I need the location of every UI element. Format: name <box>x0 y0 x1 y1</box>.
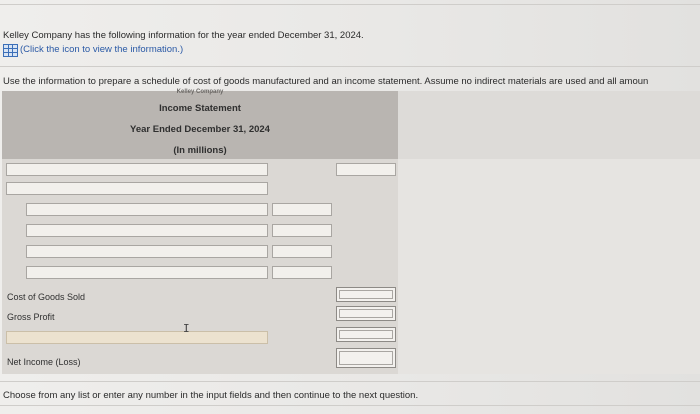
cogs-item-1-select[interactable] <box>26 203 268 216</box>
cogs-amount-input[interactable] <box>336 287 396 302</box>
statement-period: Year Ended December 31, 2024 <box>130 124 270 135</box>
footer-instructions: Choose from any list or enter any number in the input fields and then continue to the next question. <box>3 390 419 401</box>
top-divider <box>0 4 700 5</box>
statement-units: (In millions) <box>173 145 227 156</box>
expense-label-select[interactable] <box>6 331 268 344</box>
gross-profit-amount-input[interactable] <box>336 306 396 321</box>
text-cursor-icon: I <box>183 322 190 335</box>
cogs-item-2-select[interactable] <box>26 224 268 237</box>
cogs-item-4-amount[interactable] <box>272 266 332 279</box>
revenue-label-select[interactable] <box>6 163 268 176</box>
cogs-item-1-amount[interactable] <box>272 203 332 216</box>
gross-profit-label: Gross Profit <box>7 312 55 322</box>
net-income-amount-input[interactable] <box>336 348 396 368</box>
header-right-panel <box>398 91 700 159</box>
instructions-text: Use the information to prepare a schedule of cost of goods manufactured and an income statement. Assume no indirect materials are used and all amoun <box>3 76 649 87</box>
revenue-amount-input[interactable] <box>336 163 396 176</box>
cogs-item-2-amount[interactable] <box>272 224 332 237</box>
table-icon[interactable] <box>3 44 18 57</box>
expense-amount-input[interactable] <box>336 327 396 342</box>
statement-header <box>2 91 398 159</box>
statement-title: Income Statement <box>159 103 241 114</box>
footer-divider <box>0 381 700 382</box>
intro-text: Kelley Company has the following information for the year ended December 31, 2024. <box>3 30 364 41</box>
cogs-item-3-select[interactable] <box>26 245 268 258</box>
cogs-heading-select[interactable] <box>6 182 268 195</box>
net-income-label: Net Income (Loss) <box>7 357 81 367</box>
section-divider <box>0 66 700 67</box>
company-name: Kelley Company <box>176 89 224 95</box>
cogs-item-3-amount[interactable] <box>272 245 332 258</box>
view-information-link[interactable]: (Click the icon to view the information.) <box>20 44 184 55</box>
bottom-divider <box>0 405 700 406</box>
statement-body-right <box>398 159 700 374</box>
cogs-item-4-select[interactable] <box>26 266 268 279</box>
cogs-label: Cost of Goods Sold <box>7 292 86 302</box>
